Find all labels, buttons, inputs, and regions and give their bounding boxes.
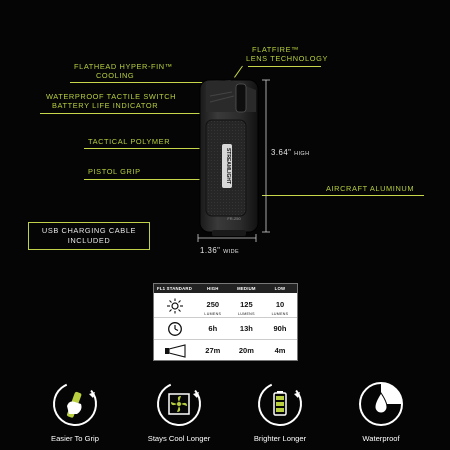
width-dimension	[200, 246, 239, 255]
lumens-medium: 125	[240, 300, 253, 309]
spec-header-standard: FL1 STANDARD	[157, 286, 193, 291]
height-dimension	[271, 148, 309, 157]
benefit-label-cool: Stays Cool Longer	[147, 434, 211, 443]
distance-low: 4m	[274, 345, 286, 355]
benefit-label-waterproof: Waterproof	[362, 434, 400, 443]
lumens-unit-high: LUMENS	[204, 312, 222, 316]
flathead-cooling-label	[74, 62, 173, 80]
spec-header-high: HIGH	[207, 286, 219, 291]
runtime-low: 90h	[273, 323, 287, 333]
switch-line1: WATERPROOF TACTILE SWITCH	[46, 92, 177, 101]
flashlight-illustration	[186, 72, 276, 244]
flatfire-lens-label	[246, 45, 328, 63]
light-output-icon	[154, 298, 196, 314]
battery-icon	[256, 380, 304, 428]
spec-header-low: LOW	[274, 286, 286, 291]
tactical-polymer-label: TACTICAL POLYMER	[88, 137, 171, 146]
lumens-unit-low: LUMENS	[271, 312, 289, 316]
spec-header-row	[154, 284, 297, 293]
flatfire-line1: FLATFIRE™	[252, 45, 300, 54]
benefit-label-grip: Easier To Grip	[51, 434, 99, 443]
water-drop-icon	[357, 380, 405, 428]
spec-header-medium: MEDIUM	[237, 286, 256, 291]
width-ruler	[196, 232, 260, 244]
flathead-line2: COOLING	[96, 71, 135, 80]
benefit-label-brighter: Brighter Longer	[253, 434, 307, 443]
aluminum-leader-line	[262, 195, 424, 196]
hand-grip-icon	[51, 380, 99, 428]
pistol-grip-label: PISTOL GRIP	[88, 167, 141, 176]
spec-distance-row	[154, 340, 297, 361]
lumens-high: 250	[206, 300, 220, 309]
device-brand: STREAMLIGHT	[225, 147, 231, 185]
aircraft-aluminum-label: AIRCRAFT ALUMINUM	[326, 184, 415, 193]
lumens-low: 10	[275, 300, 285, 309]
height-value: 3.64"	[271, 148, 292, 157]
device-model: FR-250	[227, 216, 241, 221]
runtime-high: 6h	[208, 323, 218, 333]
switch-line2: BATTERY LIFE INDICATOR	[52, 101, 159, 110]
tactile-switch-label	[46, 92, 176, 110]
beam-distance-icon	[154, 344, 196, 358]
width-value: 1.36"	[200, 246, 221, 255]
runtime-medium: 13h	[239, 323, 253, 333]
flatfire-leader-line	[248, 66, 321, 67]
flatfire-line2: LENS TECHNOLOGY	[246, 54, 328, 63]
fan-cooling-icon	[155, 380, 203, 428]
height-unit: HIGH	[294, 151, 310, 157]
usb-line2: INCLUDED	[67, 235, 111, 245]
distance-high: 27m	[205, 345, 221, 355]
usb-cable-box	[28, 222, 150, 250]
spec-lumens-row	[154, 294, 297, 318]
flathead-line1: FLATHEAD HYPER-FIN™	[74, 62, 173, 71]
width-unit: WIDE	[223, 249, 240, 255]
spec-runtime-row	[154, 318, 297, 340]
fl1-spec-table	[153, 283, 298, 361]
usb-line1: USB CHARGING CABLE	[41, 226, 137, 235]
lumens-unit-medium: LUMENS	[238, 312, 255, 316]
distance-medium: 20m	[238, 345, 254, 355]
clock-icon	[154, 321, 196, 337]
